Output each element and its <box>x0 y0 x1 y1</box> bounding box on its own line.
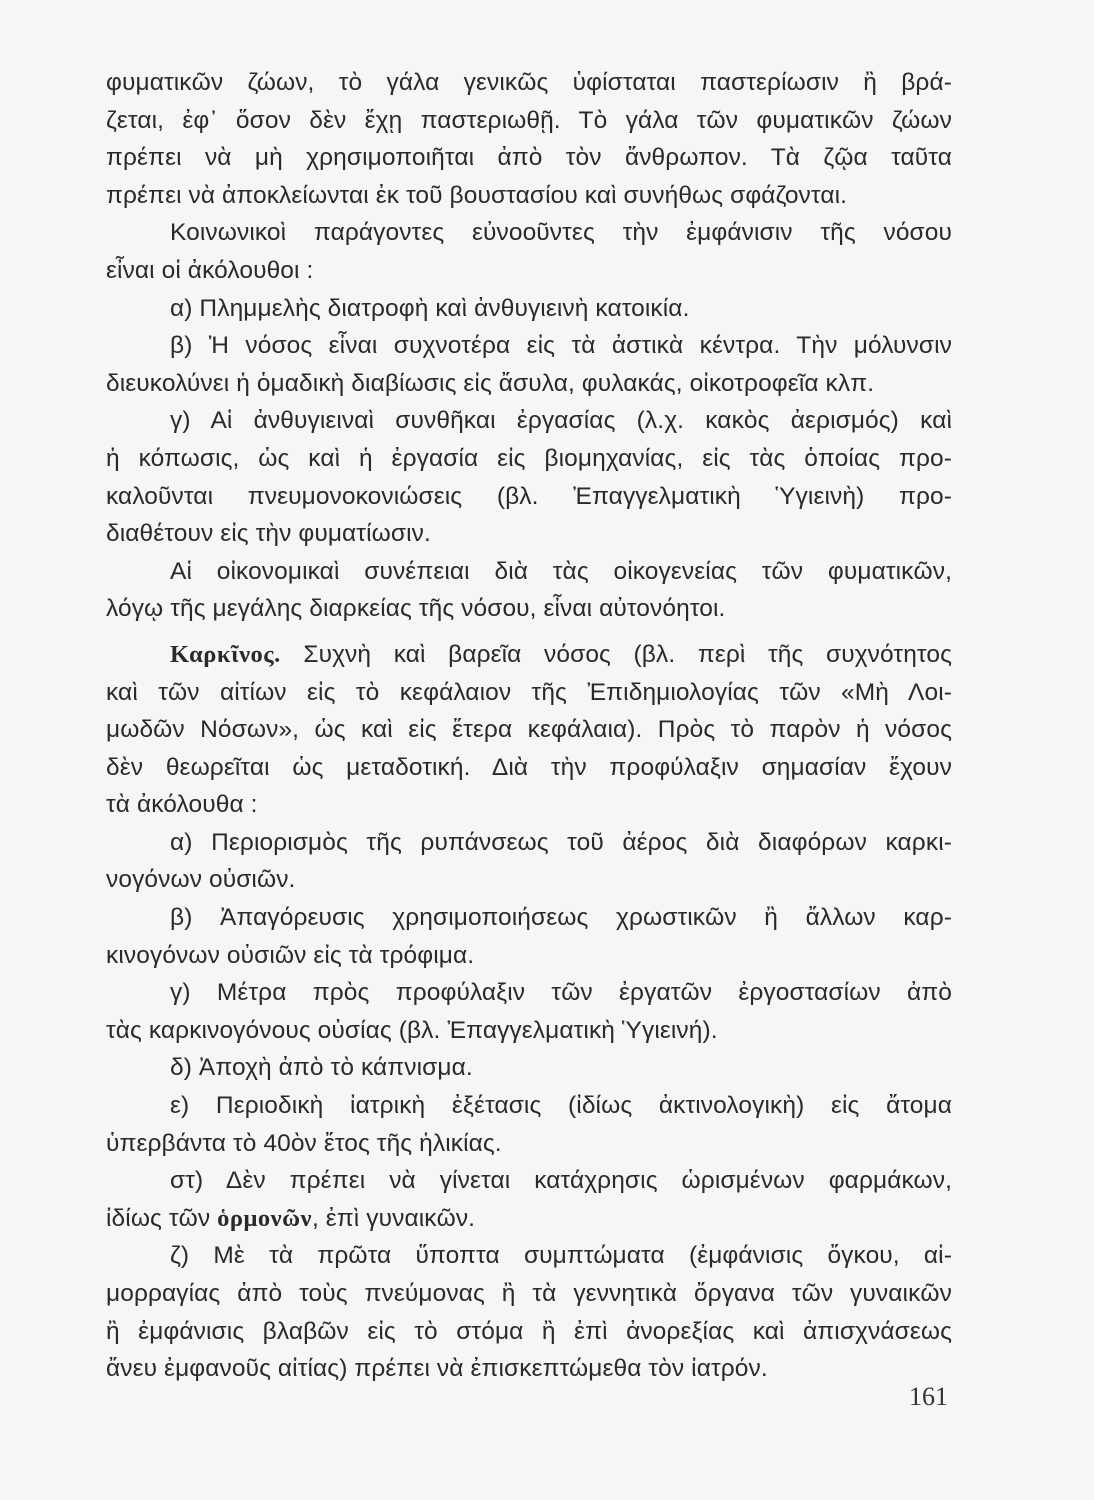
list-item: β) Ἡ νόσος εἶναι συχνοτέρα εἰς τὰ ἀστικὰ κέντρα. Τὴν μόλυνσιν <box>170 332 952 360</box>
text-line: καὶ τῶν αἰτίων εἰς τὸ κεφάλαιον τῆς Ἐπιδημιολογίας τῶν «Μὴ Λοι- <box>106 678 952 706</box>
text-line: λόγῳ τῆς μεγάλης διαρκείας τῆς νόσου, εἶναι αὐτονόητοι. <box>106 595 726 623</box>
text-line: διευκολύνει ἡ ὁμαδικὴ διαβίωσις εἰς ἄσυλα, φυλακάς, οἰκοτροφεῖα κλπ. <box>106 369 875 397</box>
text-line: μορραγίας ἀπὸ τοὺς πνεύμονας ἢ τὰ γεννητικὰ ὄργανα τῶν γυναικῶν <box>106 1280 952 1307</box>
list-item: δ) Ἀποχὴ ἀπὸ τὸ κάπνισμα. <box>170 1054 473 1082</box>
text-line: κινογόνων οὐσιῶν εἰς τὰ τρόφιμα. <box>106 941 475 969</box>
section-heading: Καρκῖνος. <box>170 640 281 668</box>
section-first-line <box>106 636 952 674</box>
text-run: Συχνὴ καὶ βαρεῖα νόσος (βλ. περὶ τῆς συχνότητος <box>303 640 952 668</box>
tuberculosis-section <box>106 64 952 628</box>
text-line: ὑπερβάντα τὸ 40ὸν ἔτος τῆς ἡλικίας. <box>106 1129 502 1157</box>
page-body <box>106 64 952 1388</box>
cancer-section <box>106 636 952 1388</box>
text-line: εἶναι οἱ ἀκόλουθοι : <box>106 256 314 284</box>
text-line: τὰς καρκινογόνους οὐσίας (βλ. Ἐπαγγελματικὴ Ὑγιεινή). <box>106 1016 718 1044</box>
text-line: φυματικῶν ζώων, τὸ γάλα γενικῶς ὑφίσταται παστερίωσιν ἢ βρά- <box>106 69 952 96</box>
list-item: α) Περιορισμὸς τῆς ρυπάνσεως τοῦ ἀέρος διὰ διαφόρων καρκι- <box>170 828 952 856</box>
list-item: ε) Περιοδικὴ ἰατρικὴ ἐξέτασις (ἰδίως ἀκτινολογικὴ) εἰς ἄτομα <box>170 1092 952 1120</box>
text-line: ἡ κόπωσις, ὡς καὶ ἡ ἐργασία εἰς βιομηχανίας, εἰς τὰς ὁποίας προ- <box>106 444 952 472</box>
text-line: ἄνευ ἐμφανοῦς αἰτίας) πρέπει νὰ ἐπισκεπτώμεθα τὸν ἰατρόν. <box>106 1355 768 1383</box>
list-item: στ) Δὲν πρέπει νὰ γίνεται κατάχρησις ὡρισμένων φαρμάκων, <box>170 1167 952 1195</box>
text-line: νογόνων οὐσιῶν. <box>106 866 296 894</box>
text-run: ἰδίως τῶν <box>106 1204 218 1232</box>
list-item: β) Ἀπαγόρευσις χρησιμοποιήσεως χρωστικῶν ἢ ἄλλων καρ- <box>170 904 952 932</box>
text-line: καλοῦνται πνευμονοκονιώσεις (βλ. Ἐπαγγελματικὴ Ὑγιεινὴ) προ- <box>106 482 952 510</box>
page-number: 161 <box>909 1382 948 1411</box>
text-line: διαθέτουν εἰς τὴν φυματίωσιν. <box>106 520 431 548</box>
emphasis-word: ὁρμονῶν <box>217 1204 312 1232</box>
text-line: μωδῶν Νόσων», ὡς καὶ εἰς ἕτερα κεφάλαια). Πρὸς τὸ παρὸν ἡ νόσος <box>106 716 952 744</box>
text-line: Αἱ οἰκονομικαὶ συνέπειαι διὰ τὰς οἰκογενείας τῶν φυματικῶν, <box>170 557 952 585</box>
text-line <box>106 1200 952 1238</box>
text-line: πρέπει νὰ ἀποκλείωνται ἐκ τοῦ βουστασίου καὶ συνήθως σφάζονται. <box>106 181 848 209</box>
text-line: δὲν θεωρεῖται ὡς μεταδοτική. Διὰ τὴν προφύλαξιν σημασίαν ἔχουν <box>106 753 952 781</box>
text-line: τὰ ἀκόλουθα : <box>106 791 258 819</box>
list-item: ζ) Μὲ τὰ πρῶτα ὕποπτα συμπτώματα (ἐμφάνισις ὄγκου, αἱ- <box>170 1242 952 1270</box>
text-line: ζεται, ἐφ᾽ ὅσον δὲν ἔχῃ παστεριωθῇ. Τὸ γάλα τῶν φυματικῶν ζώων <box>106 106 952 134</box>
list-item: α) Πλημμελὴς διατροφὴ καὶ ἀνθυγιεινὴ κατοικία. <box>170 294 690 322</box>
text-line: πρέπει νὰ μὴ χρησιμοποιῆται ἀπὸ τὸν ἄνθρωπον. Τὰ ζῷα ταῦτα <box>106 144 952 172</box>
list-item: γ) Μέτρα πρὸς προφύλαξιν τῶν ἐργατῶν ἐργοστασίων ἀπὸ <box>170 979 952 1007</box>
text-line: ἢ ἐμφάνισις βλαβῶν εἰς τὸ στόμα ἢ ἐπὶ ἀνορεξίας καὶ ἀπισχνάσεως <box>106 1317 952 1345</box>
text-line: Κοινωνικοὶ παράγοντες εὐνοοῦντες τὴν ἐμφάνισιν τῆς νόσου <box>170 219 952 247</box>
list-item: γ) Αἱ ἀνθυγιειναὶ συνθῆκαι ἐργασίας (λ.χ. κακὸς ἀερισμός) καὶ <box>170 407 952 435</box>
section-gap <box>106 628 952 636</box>
text-run: , ἐπὶ γυναικῶν. <box>311 1204 476 1232</box>
